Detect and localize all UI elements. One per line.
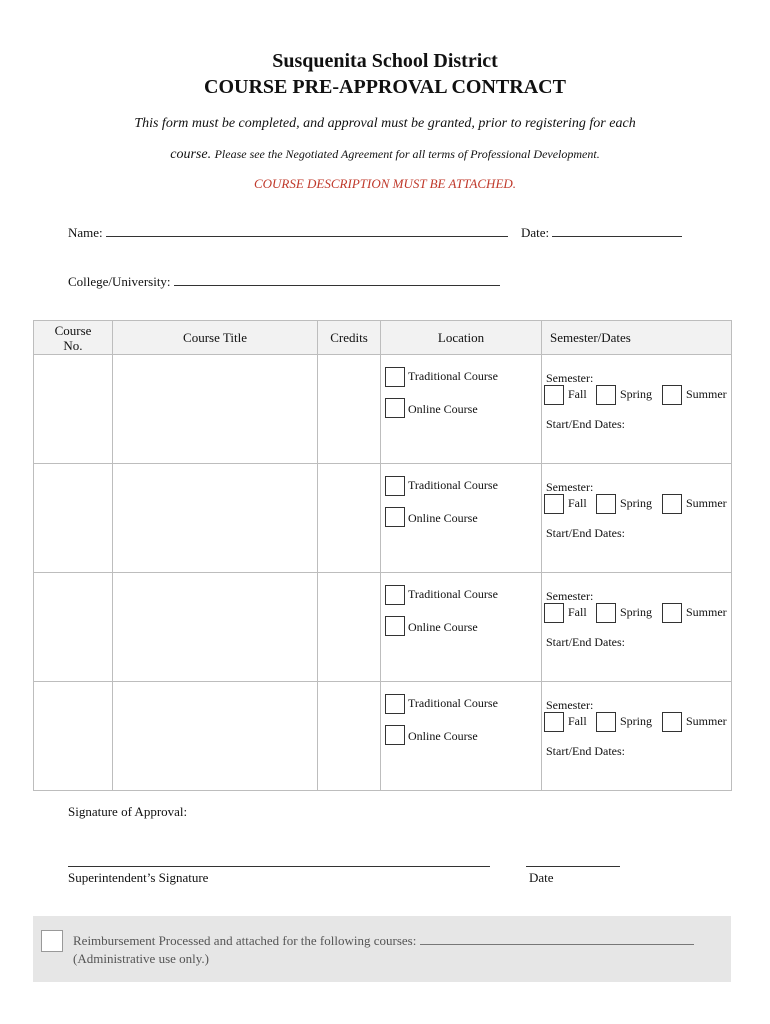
form-title: COURSE PRE-APPROVAL CONTRACT — [204, 76, 566, 98]
online-course-checkbox[interactable] — [385, 507, 405, 527]
start-end-dates-label: Start/End Dates: — [546, 526, 625, 540]
district-name: Susquenita School District — [272, 50, 498, 72]
fall-checkbox[interactable] — [544, 603, 564, 623]
semester-cell — [542, 464, 732, 573]
intro-line-2 — [0, 147, 770, 163]
traditional-course-checkbox[interactable] — [385, 476, 405, 496]
location-cell — [381, 355, 542, 464]
online-course-label: Online Course — [408, 402, 478, 416]
online-course-label: Online Course — [408, 620, 478, 634]
traditional-course-checkbox[interactable] — [385, 694, 405, 714]
course-title-cell[interactable] — [113, 355, 318, 464]
fall-checkbox[interactable] — [544, 385, 564, 405]
superintendent-signature-label: Superintendent’s Signature — [68, 870, 209, 885]
date-input-line[interactable] — [552, 225, 682, 237]
fall-label: Fall — [568, 605, 587, 619]
spring-label: Spring — [620, 605, 653, 619]
course-no-cell[interactable] — [34, 464, 113, 573]
online-course-checkbox[interactable] — [385, 616, 405, 636]
credits-cell[interactable] — [318, 355, 381, 464]
course-no-cell[interactable] — [34, 682, 113, 791]
college-label: College/University: — [68, 274, 171, 289]
spring-checkbox[interactable] — [596, 712, 616, 732]
spring-checkbox[interactable] — [596, 603, 616, 623]
admin-text — [73, 932, 694, 968]
admin-section — [33, 916, 731, 982]
spring-label: Spring — [620, 714, 653, 728]
online-course-checkbox[interactable] — [385, 725, 405, 745]
traditional-course-label: Traditional Course — [408, 478, 498, 492]
summer-label: Summer — [686, 496, 727, 510]
semester-cell — [542, 355, 732, 464]
intro-line-1: This form must be completed, and approval must be granted, prior to registering for each — [134, 116, 636, 131]
name-field — [68, 225, 508, 241]
online-course-label: Online Course — [408, 729, 478, 743]
fall-checkbox[interactable] — [544, 712, 564, 732]
reimbursement-processed-checkbox[interactable] — [41, 930, 63, 952]
credits-cell[interactable] — [318, 573, 381, 682]
date-label: Date: — [521, 225, 550, 240]
location-cell — [381, 573, 542, 682]
fall-label: Fall — [568, 496, 587, 510]
table-row — [34, 464, 732, 573]
fall-label: Fall — [568, 714, 587, 728]
approval-date-label: Date — [529, 870, 554, 885]
reimbursement-courses-line[interactable] — [420, 933, 694, 945]
table-row — [34, 682, 732, 791]
attachment-notice: COURSE DESCRIPTION MUST BE ATTACHED. — [253, 176, 517, 191]
credits-cell[interactable] — [318, 682, 381, 791]
semester-label: Semester: — [546, 480, 594, 494]
course-no-cell[interactable] — [34, 355, 113, 464]
location-cell — [381, 682, 542, 791]
semester-cell — [542, 573, 732, 682]
start-end-dates-label: Start/End Dates: — [546, 635, 625, 649]
start-end-dates-label: Start/End Dates: — [546, 417, 625, 431]
spring-checkbox[interactable] — [596, 385, 616, 405]
date-field — [521, 225, 682, 241]
online-course-checkbox[interactable] — [385, 398, 405, 418]
course-title-cell[interactable] — [113, 573, 318, 682]
table-row — [34, 573, 732, 682]
summer-checkbox[interactable] — [662, 712, 682, 732]
course-title-cell[interactable] — [113, 464, 318, 573]
header-credits: Credits — [318, 321, 381, 355]
fall-checkbox[interactable] — [544, 494, 564, 514]
fall-label: Fall — [568, 387, 587, 401]
semester-label: Semester: — [546, 698, 594, 712]
table-header-row — [34, 321, 732, 355]
intro-line-2-rest: Please see the Negotiated Agreement for all terms of Professional Development. — [214, 147, 600, 161]
approval-date-line[interactable] — [526, 866, 620, 867]
header-course-title: Course Title — [113, 321, 318, 355]
spring-checkbox[interactable] — [596, 494, 616, 514]
summer-checkbox[interactable] — [662, 385, 682, 405]
summer-checkbox[interactable] — [662, 494, 682, 514]
header-semester-dates: Semester/Dates — [542, 321, 732, 355]
semester-label: Semester: — [546, 589, 594, 603]
reimbursement-label: Reimbursement Processed and attached for the following courses: — [73, 933, 417, 948]
college-field — [68, 274, 500, 290]
header-course-no: Course No. — [34, 321, 113, 355]
signature-of-approval-label: Signature of Approval: — [68, 804, 188, 819]
name-label: Name: — [68, 225, 103, 240]
semester-cell — [542, 682, 732, 791]
online-course-label: Online Course — [408, 511, 478, 525]
summer-checkbox[interactable] — [662, 603, 682, 623]
start-end-dates-label: Start/End Dates: — [546, 744, 625, 758]
summer-label: Summer — [686, 714, 727, 728]
name-input-line[interactable] — [106, 225, 508, 237]
semester-label: Semester: — [546, 371, 594, 385]
admin-use-note: (Administrative use only.) — [73, 951, 209, 966]
intro-line-2-lead: course. — [170, 147, 212, 162]
location-cell — [381, 464, 542, 573]
summer-label: Summer — [686, 387, 727, 401]
table-row — [34, 355, 732, 464]
traditional-course-checkbox[interactable] — [385, 367, 405, 387]
superintendent-signature-line[interactable] — [68, 866, 490, 867]
traditional-course-label: Traditional Course — [408, 587, 498, 601]
course-no-cell[interactable] — [34, 573, 113, 682]
college-input-line[interactable] — [174, 274, 500, 286]
traditional-course-checkbox[interactable] — [385, 585, 405, 605]
courses-table — [33, 320, 732, 791]
spring-label: Spring — [620, 387, 653, 401]
course-title-cell[interactable] — [113, 682, 318, 791]
spring-label: Spring — [620, 496, 653, 510]
credits-cell[interactable] — [318, 464, 381, 573]
summer-label: Summer — [686, 605, 727, 619]
header-location: Location — [381, 321, 542, 355]
traditional-course-label: Traditional Course — [408, 369, 498, 383]
traditional-course-label: Traditional Course — [408, 696, 498, 710]
